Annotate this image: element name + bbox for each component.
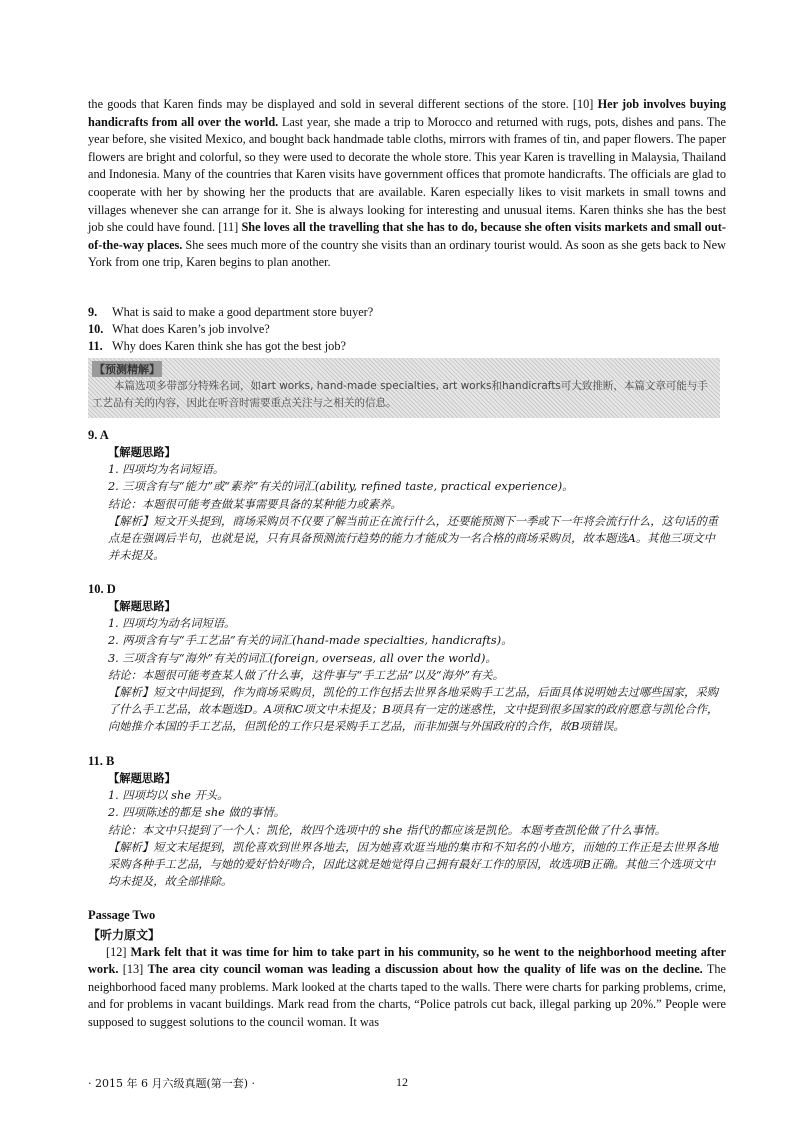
tip-heading: 【预测精解】 bbox=[94, 363, 160, 376]
analysis-heading: 【解题思路】 bbox=[108, 600, 176, 613]
passage-text: [13] bbox=[118, 962, 148, 977]
footer-source: · 2015 年 6 月六级真题(第一套) · bbox=[88, 1077, 256, 1090]
analysis-line: 2. 四项陈述的都是 she 做的事情。 bbox=[108, 806, 285, 820]
answer-9-explanation bbox=[108, 444, 724, 564]
key-sentence-12: Mark felt that it was time for him to take part in his community, so he went to the neighborhood meeting after work. bbox=[88, 945, 726, 977]
answer-9-label: 9. A bbox=[88, 428, 109, 442]
analysis-conclusion: 结论：本文中只提到了一个人：凯伦，故四个选项中的 she 指代的都应该是凯伦。本题考查凯伦做了什么事情。 bbox=[108, 823, 666, 837]
question-text: What does Karen’s job involve? bbox=[112, 322, 270, 336]
prediction-tip-box bbox=[88, 358, 720, 418]
key-sentence-13: The area city council woman was leading a discussion about how the quality of life was on the decline. bbox=[147, 962, 703, 977]
analysis-line: 1. 四项均为动名词短语。 bbox=[108, 617, 236, 631]
question-11 bbox=[88, 338, 346, 355]
answer-11-label: 11. B bbox=[88, 754, 115, 768]
analysis-conclusion: 结论：本题很可能考查做某事需要具备的某种能力或素养。 bbox=[108, 497, 402, 511]
passage-two-title: Passage Two bbox=[88, 908, 156, 922]
analysis-explanation: 【解析】短文中间提到，作为商场采购员，凯伦的工作包括去世界各地采购手工艺品，后面具体说明她去过哪些国家，采购了什么手工艺品，故本题选D。A项和C项文中未提及；B项具有一定的迷惑性，文中提到很多国家的政府愿意与凯伦合作，向她推介本国的手工艺品，但凯伦的工作只是采购手工艺品，而非加强与外国政府的合作，故B项错误。 bbox=[108, 686, 719, 734]
analysis-conclusion: 结论：本题很可能考查某人做了什么事，这件事与“手工艺品”以及“海外”有关。 bbox=[108, 668, 504, 682]
passage-text: the goods that Karen finds may be displayed and sold in several different sections of the store. [10] bbox=[88, 97, 598, 111]
analysis-line: 2. 两项含有与“手工艺品”有关的词汇(hand-made specialties, handicrafts)。 bbox=[108, 634, 513, 648]
analysis-line: 3. 三项含有与“海外”有关的词汇(foreign, overseas, all over the world)。 bbox=[108, 651, 497, 665]
passage-text: Last year, she made a trip to Morocco and returned with rugs, pots, dishes and pans. The year before, she visited Mexico, and bought back handmade table cloths, mirrors with frames of tin, and paper flowers. The paper flowers are bright and colorful, so they were used to decorate the whole store. This year Karen is travelling in Malaysia, Thailand and Indonesia. Many of the countries that Karen visits have government offices that promote handicrafts. The officials are glad to cooperate with her by showing her the products that are available. Karen especially likes to visit markets in small towns and villages whenever she can arrange for it. She is always looking for interesting and unusual items. Karen thinks she has the best job she could have found. [11] bbox=[88, 114, 726, 235]
analysis-heading: 【解题思路】 bbox=[108, 772, 176, 785]
passage-text: The neighborhood faced many problems. Mark looked at the charts taped to the walls. There were charts for parking problems, crime, and for problems in vacant buildings. Mark read from the charts, “Police patrols cut back, illegal parking up 20%.” People were supposed to suggest solutions to the council woman. It was bbox=[88, 962, 726, 1029]
analysis-heading: 【解题思路】 bbox=[108, 446, 176, 459]
page-number: 12 bbox=[396, 1075, 408, 1089]
analysis-explanation: 【解析】短文开头提到，商场采购员不仅要了解当前正在流行什么，还要能预测下一季或下一年将会流行什么，这句话的重点是在强调后半句，也就是说，只有具备预测流行趋势的能力才能成为一名合格的商场采购员，故本题选A。其他三项文中并未提及。 bbox=[108, 514, 719, 563]
answer-11-explanation bbox=[108, 770, 724, 890]
analysis-explanation: 【解析】短文末尾提到，凯伦喜欢到世界各地去，因为她喜欢逛当地的集市和不知名的小地方，而她的工作正是去世界各地采购各种手工艺品，与她的爱好恰好吻合，因此这就是她觉得自己拥有最好工作的原因，故选项B正确。其他三个选项文中均未提及，故全部排除。 bbox=[108, 840, 719, 889]
passage-text: She sees much more of the country she visits than an ordinary tourist would. As soon as she gets back to New York from one trip, Karen begins to plan another. bbox=[88, 237, 726, 270]
question-10 bbox=[88, 321, 270, 338]
analysis-line: 1. 四项均为名词短语。 bbox=[108, 463, 225, 477]
question-number: 11. bbox=[88, 339, 103, 353]
question-9 bbox=[88, 304, 373, 321]
passage-text: [12] bbox=[106, 945, 131, 959]
analysis-line: 2. 三项含有与“能力”或“素养”有关的词汇(ability, refined taste, practical experience)。 bbox=[108, 480, 574, 494]
key-sentence-11: She loves all the travelling that she has to do, because she often visits markets and small out-of-the-way places. bbox=[88, 220, 726, 252]
tip-body: 本篇选项多带部分特殊名词，如art works, hand-made specialties, art works和handicrafts可大致推断，本篇文章可能与手工艺品有关的内容，因此在听音时需要重点关注与之相关的信息。 bbox=[92, 380, 708, 409]
key-sentence-10: Her job involves buying handicrafts from all over the world. bbox=[88, 97, 727, 129]
passage-two-paragraph bbox=[88, 944, 726, 1031]
passage-one-paragraph bbox=[88, 96, 726, 272]
question-text: What is said to make a good department store buyer? bbox=[112, 305, 374, 319]
answer-10-label: 10. D bbox=[88, 582, 116, 596]
question-number: 9. bbox=[88, 305, 98, 319]
analysis-line: 1. 四项均以 she 开头。 bbox=[108, 789, 229, 803]
listening-transcript-heading: 【听力原文】 bbox=[88, 928, 161, 942]
answer-10-explanation bbox=[108, 598, 724, 736]
question-text: Why does Karen think she has got the best job? bbox=[112, 339, 346, 353]
question-number: 10. bbox=[88, 322, 104, 336]
